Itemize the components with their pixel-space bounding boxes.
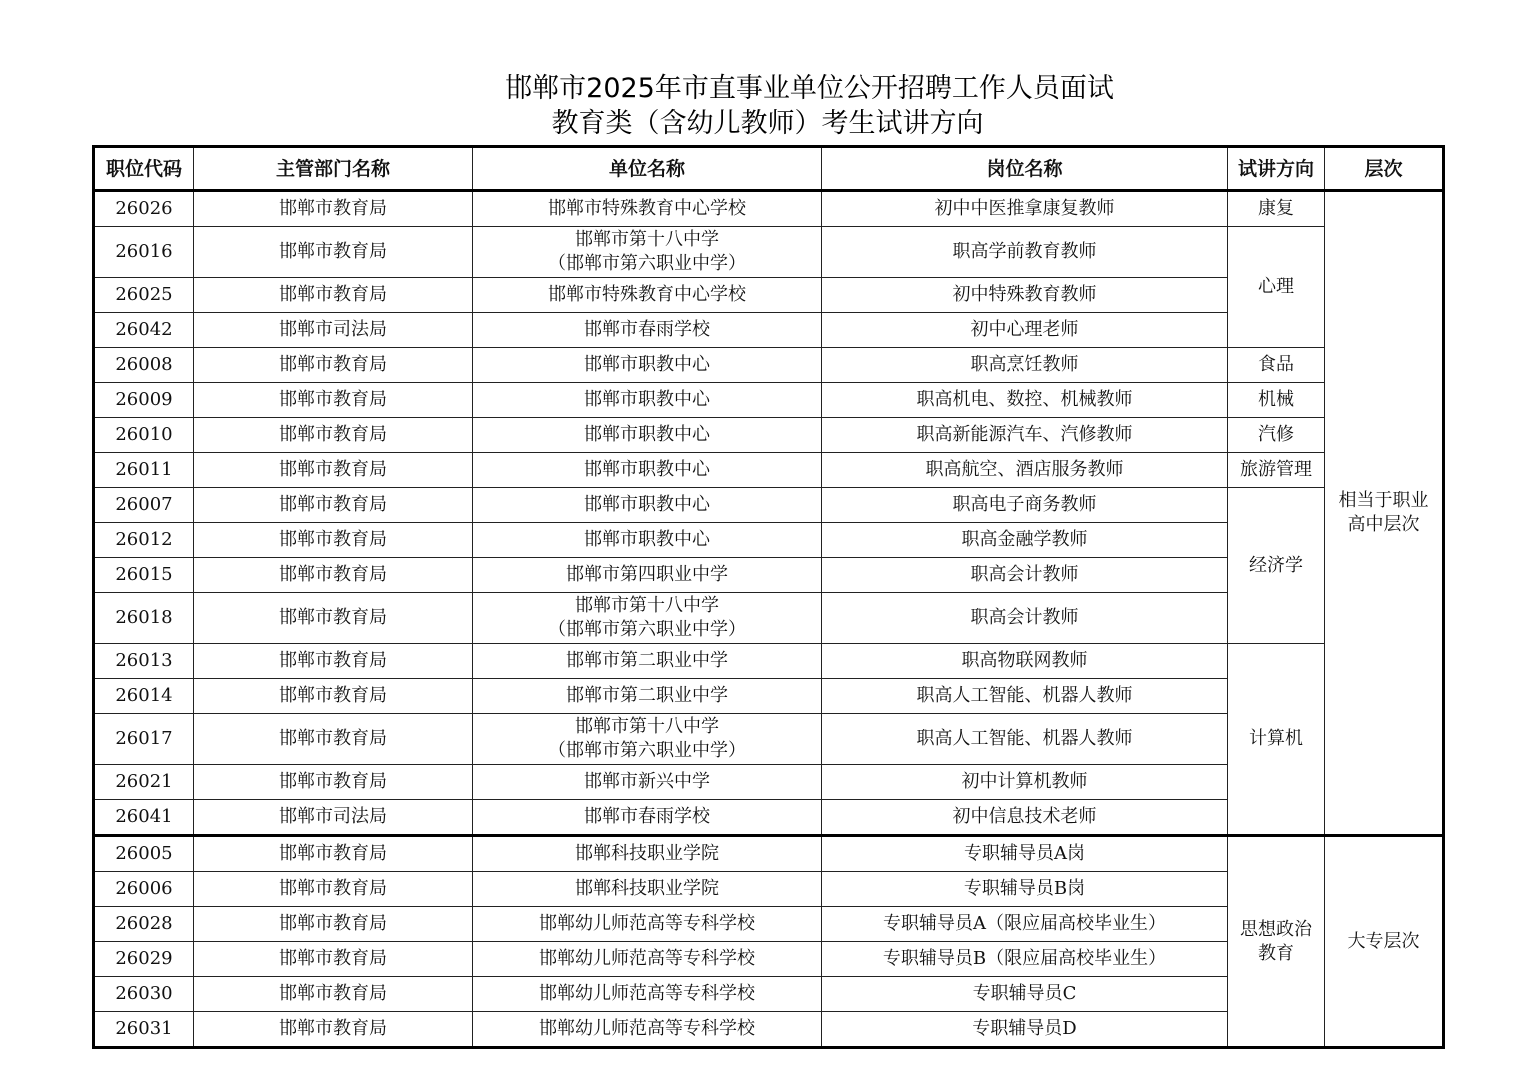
cell-unit: 邯郸幼儿师范高等专科学校 (473, 977, 822, 1012)
cell-code: 26031 (94, 1012, 194, 1048)
cell-level (1325, 836, 1444, 1048)
cell-post: 初中信息技术老师 (822, 800, 1228, 836)
cell-unit: 邯郸市春雨学校 (473, 313, 822, 348)
cell-post: 职高新能源汽车、汽修教师 (822, 418, 1228, 453)
cell-dept: 邯郸市教育局 (194, 1012, 473, 1048)
cell-post: 职高物联网教师 (822, 644, 1228, 679)
header-level: 层次 (1325, 147, 1444, 191)
cell-post: 初中计算机教师 (822, 765, 1228, 800)
cell-unit (473, 714, 822, 765)
cell-code: 26006 (94, 872, 194, 907)
cell-unit: 邯郸幼儿师范高等专科学校 (473, 1012, 822, 1048)
cell-dept: 邯郸市教育局 (194, 644, 473, 679)
cell-code: 26028 (94, 907, 194, 942)
unit-line-1: 邯郸市第十八中学 (575, 716, 719, 737)
cell-post: 职高会计教师 (822, 593, 1228, 644)
cell-unit: 邯郸市职教中心 (473, 453, 822, 488)
cell-unit: 邯郸市第四职业中学 (473, 558, 822, 593)
cell-unit: 邯郸市特殊教育中心学校 (473, 191, 822, 227)
cell-dept: 邯郸市司法局 (194, 800, 473, 836)
cell-unit: 邯郸市春雨学校 (473, 800, 822, 836)
cell-unit: 邯郸幼儿师范高等专科学校 (473, 907, 822, 942)
cell-code: 26014 (94, 679, 194, 714)
cell-code: 26005 (94, 836, 194, 872)
cell-post: 职高航空、酒店服务教师 (822, 453, 1228, 488)
direction-text: 康复 (1258, 198, 1294, 219)
cell-dept: 邯郸市教育局 (194, 191, 473, 227)
header-unit: 单位名称 (473, 147, 822, 191)
cell-unit: 邯郸科技职业学院 (473, 872, 822, 907)
direction-text: 计算机 (1249, 728, 1303, 749)
cell-direction (1228, 836, 1325, 1048)
table-row (94, 644, 1444, 679)
cell-code: 26015 (94, 558, 194, 593)
cell-post: 初中特殊教育教师 (822, 278, 1228, 313)
level-text: 大专层次 (1347, 930, 1420, 952)
cell-unit: 邯郸市职教中心 (473, 383, 822, 418)
page-title-line-1: 邯郸市2025年市直事业单位公开招聘工作人员面试 (505, 73, 1114, 104)
cell-direction (1228, 453, 1325, 488)
cell-code: 26013 (94, 644, 194, 679)
unit-line-2: （邯郸市第六职业中学） (548, 619, 746, 640)
cell-post: 职高会计教师 (822, 558, 1228, 593)
cell-post: 初中心理老师 (822, 313, 1228, 348)
cell-code: 26026 (94, 191, 194, 227)
cell-code: 26029 (94, 942, 194, 977)
cell-direction (1228, 348, 1325, 383)
direction-text: 机械 (1258, 389, 1294, 410)
cell-code: 26041 (94, 800, 194, 836)
cell-post: 职高金融学教师 (822, 523, 1228, 558)
cell-dept: 邯郸市教育局 (194, 453, 473, 488)
cell-code: 26007 (94, 488, 194, 523)
level-line-2: 高中层次 (1347, 514, 1420, 535)
cell-dept: 邯郸市教育局 (194, 418, 473, 453)
table-row (94, 488, 1444, 523)
cell-post: 专职辅导员D (822, 1012, 1228, 1048)
cell-unit: 邯郸市新兴中学 (473, 765, 822, 800)
header-code: 职位代码 (94, 147, 194, 191)
direction-text: 心理 (1258, 276, 1294, 297)
cell-unit: 邯郸科技职业学院 (473, 836, 822, 872)
cell-unit: 邯郸市职教中心 (473, 523, 822, 558)
cell-post: 专职辅导员C (822, 977, 1228, 1012)
unit-line-2: （邯郸市第六职业中学） (548, 253, 746, 274)
cell-direction (1228, 227, 1325, 348)
cell-post: 专职辅导员A岗 (822, 836, 1228, 872)
cell-dept: 邯郸市教育局 (194, 558, 473, 593)
cell-dept: 邯郸市教育局 (194, 679, 473, 714)
cell-direction (1228, 418, 1325, 453)
cell-code: 26008 (94, 348, 194, 383)
table-row (94, 191, 1444, 227)
cell-post: 专职辅导员B岗 (822, 872, 1228, 907)
cell-post: 职高电子商务教师 (822, 488, 1228, 523)
cell-direction (1228, 383, 1325, 418)
cell-unit: 邯郸市职教中心 (473, 348, 822, 383)
cell-dept: 邯郸市教育局 (194, 977, 473, 1012)
cell-unit: 邯郸幼儿师范高等专科学校 (473, 942, 822, 977)
unit-line-2: （邯郸市第六职业中学） (548, 740, 746, 761)
cell-dept: 邯郸市教育局 (194, 227, 473, 278)
cell-unit (473, 227, 822, 278)
cell-post: 职高机电、数控、机械教师 (822, 383, 1228, 418)
unit-line-1: 邯郸市第十八中学 (575, 229, 719, 250)
header-dept: 主管部门名称 (194, 147, 473, 191)
cell-post: 初中中医推拿康复教师 (822, 191, 1228, 227)
cell-post: 职高学前教育教师 (822, 227, 1228, 278)
cell-dept: 邯郸市教育局 (194, 278, 473, 313)
table-row (94, 836, 1444, 872)
cell-level (1325, 191, 1444, 836)
header-direction: 试讲方向 (1228, 147, 1325, 191)
cell-unit: 邯郸市职教中心 (473, 418, 822, 453)
cell-dept: 邯郸市教育局 (194, 383, 473, 418)
cell-code: 26021 (94, 765, 194, 800)
cell-dept: 邯郸市教育局 (194, 348, 473, 383)
cell-post: 职高人工智能、机器人教师 (822, 714, 1228, 765)
table-row (94, 348, 1444, 383)
cell-post: 职高烹饪教师 (822, 348, 1228, 383)
cell-code: 26012 (94, 523, 194, 558)
cell-unit: 邯郸市特殊教育中心学校 (473, 278, 822, 313)
cell-post: 职高人工智能、机器人教师 (822, 679, 1228, 714)
cell-direction (1228, 488, 1325, 644)
cell-unit (473, 593, 822, 644)
cell-unit: 邯郸市职教中心 (473, 488, 822, 523)
cell-dept: 邯郸市教育局 (194, 872, 473, 907)
cell-unit: 邯郸市第二职业中学 (473, 679, 822, 714)
direction-text: 旅游管理 (1240, 459, 1312, 480)
cell-dept: 邯郸市教育局 (194, 488, 473, 523)
cell-code: 26042 (94, 313, 194, 348)
direction-text: 食品 (1258, 354, 1294, 375)
direction-line-2: 教育 (1258, 942, 1294, 964)
table-row (94, 453, 1444, 488)
table-row (94, 227, 1444, 278)
cell-dept: 邯郸市教育局 (194, 907, 473, 942)
cell-code: 26010 (94, 418, 194, 453)
cell-dept: 邯郸市教育局 (194, 836, 473, 872)
interview-direction-table (92, 145, 1445, 1049)
cell-code: 26025 (94, 278, 194, 313)
direction-line-1: 思想政治 (1240, 918, 1312, 940)
cell-dept: 邯郸市教育局 (194, 714, 473, 765)
cell-direction (1228, 644, 1325, 836)
cell-dept: 邯郸市教育局 (194, 593, 473, 644)
cell-code: 26016 (94, 227, 194, 278)
cell-unit: 邯郸市第二职业中学 (473, 644, 822, 679)
direction-text: 汽修 (1258, 424, 1294, 445)
header-post: 岗位名称 (822, 147, 1228, 191)
cell-code: 26011 (94, 453, 194, 488)
cell-dept: 邯郸市教育局 (194, 765, 473, 800)
cell-dept: 邯郸市司法局 (194, 313, 473, 348)
cell-code: 26018 (94, 593, 194, 644)
level-line-1: 相当于职业 (1338, 490, 1429, 511)
cell-dept: 邯郸市教育局 (194, 523, 473, 558)
page-title-line-2: 教育类（含幼儿教师）考生试讲方向 (551, 108, 984, 139)
cell-code: 26017 (94, 714, 194, 765)
table-row (94, 383, 1444, 418)
table-header-row (94, 147, 1444, 191)
direction-text: 经济学 (1249, 554, 1303, 576)
cell-post: 专职辅导员A（限应届高校毕业生） (822, 907, 1228, 942)
cell-code: 26030 (94, 977, 194, 1012)
unit-line-1: 邯郸市第十八中学 (575, 595, 719, 616)
cell-post: 专职辅导员B（限应届高校毕业生） (822, 942, 1228, 977)
cell-code: 26009 (94, 383, 194, 418)
cell-direction (1228, 191, 1325, 227)
cell-dept: 邯郸市教育局 (194, 942, 473, 977)
table-row (94, 418, 1444, 453)
